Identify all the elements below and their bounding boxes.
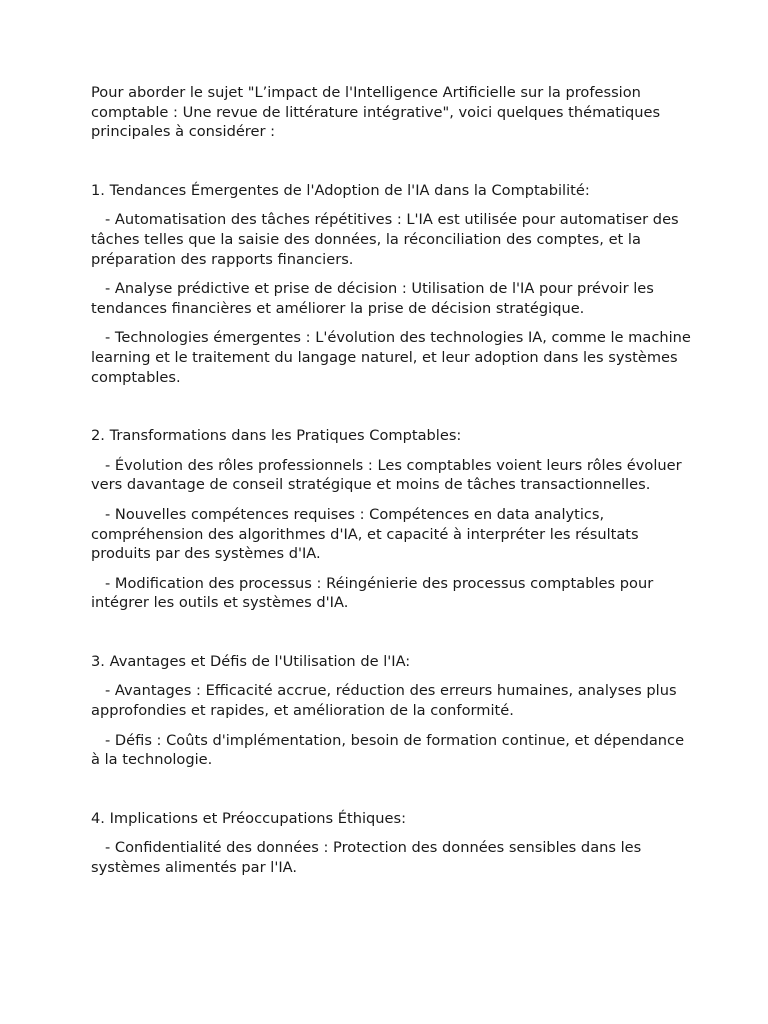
section-ethical-implications bbox=[91, 809, 691, 878]
section-advantages-challenges bbox=[91, 652, 691, 770]
section-heading: 3. Avantages et Défis de l'Utilisation de l'IA: bbox=[91, 652, 411, 670]
bullet-item: - Confidentialité des données : Protection des données sensibles dans les systèmes alimentés par l'IA. bbox=[91, 839, 642, 877]
intro-paragraph: Pour aborder le sujet "L’impact de l'Intelligence Artificielle sur la profession comptable : Une revue de littérature intégrative", voici quelques thématiques principales à considérer : bbox=[91, 84, 661, 141]
section-heading: 2. Transformations dans les Pratiques Comptables: bbox=[91, 427, 462, 445]
bullet-item: - Automatisation des tâches répétitives : L'IA est utilisée pour automatiser des tâches telles que la saisie des données, la réconciliation des comptes, et la préparation des rapports financiers. bbox=[91, 211, 679, 268]
bullet-item: - Nouvelles compétences requises : Compétences en data analytics, compréhension des algorithmes d'IA, et capacité à interpréter les résultats produits par des systèmes d'IA. bbox=[91, 505, 639, 563]
section-heading: 1. Tendances Émergentes de l'Adoption de l'IA dans la Comptabilité: bbox=[91, 181, 590, 199]
document-page bbox=[91, 83, 691, 878]
bullet-item: - Analyse prédictive et prise de décision : Utilisation de l'IA pour prévoir les tendances financières et améliorer la prise de décision stratégique. bbox=[91, 280, 654, 317]
section-practice-transformations bbox=[91, 426, 691, 613]
bullet-item: - Avantages : Efficacité accrue, réduction des erreurs humaines, analyses plus approfondies et rapides, et amélioration de la conformité. bbox=[91, 682, 677, 720]
section-ai-adoption-trends bbox=[91, 181, 691, 387]
bullet-item: - Évolution des rôles professionnels : Les comptables voient leurs rôles évoluer vers davantage de conseil stratégique et moins de tâches transactionnelles. bbox=[91, 456, 682, 494]
bullet-item: - Technologies émergentes : L'évolution des technologies IA, comme le machine learning et le traitement du langage naturel, et leur adoption dans les systèmes comptables. bbox=[91, 329, 691, 386]
section-heading: 4. Implications et Préoccupations Éthiques: bbox=[91, 809, 407, 827]
bullet-item: - Défis : Coûts d'implémentation, besoin de formation continue, et dépendance à la technologie. bbox=[91, 731, 685, 769]
bullet-item: - Modification des processus : Réingénierie des processus comptables pour intégrer les outils et systèmes d'IA. bbox=[91, 574, 654, 612]
